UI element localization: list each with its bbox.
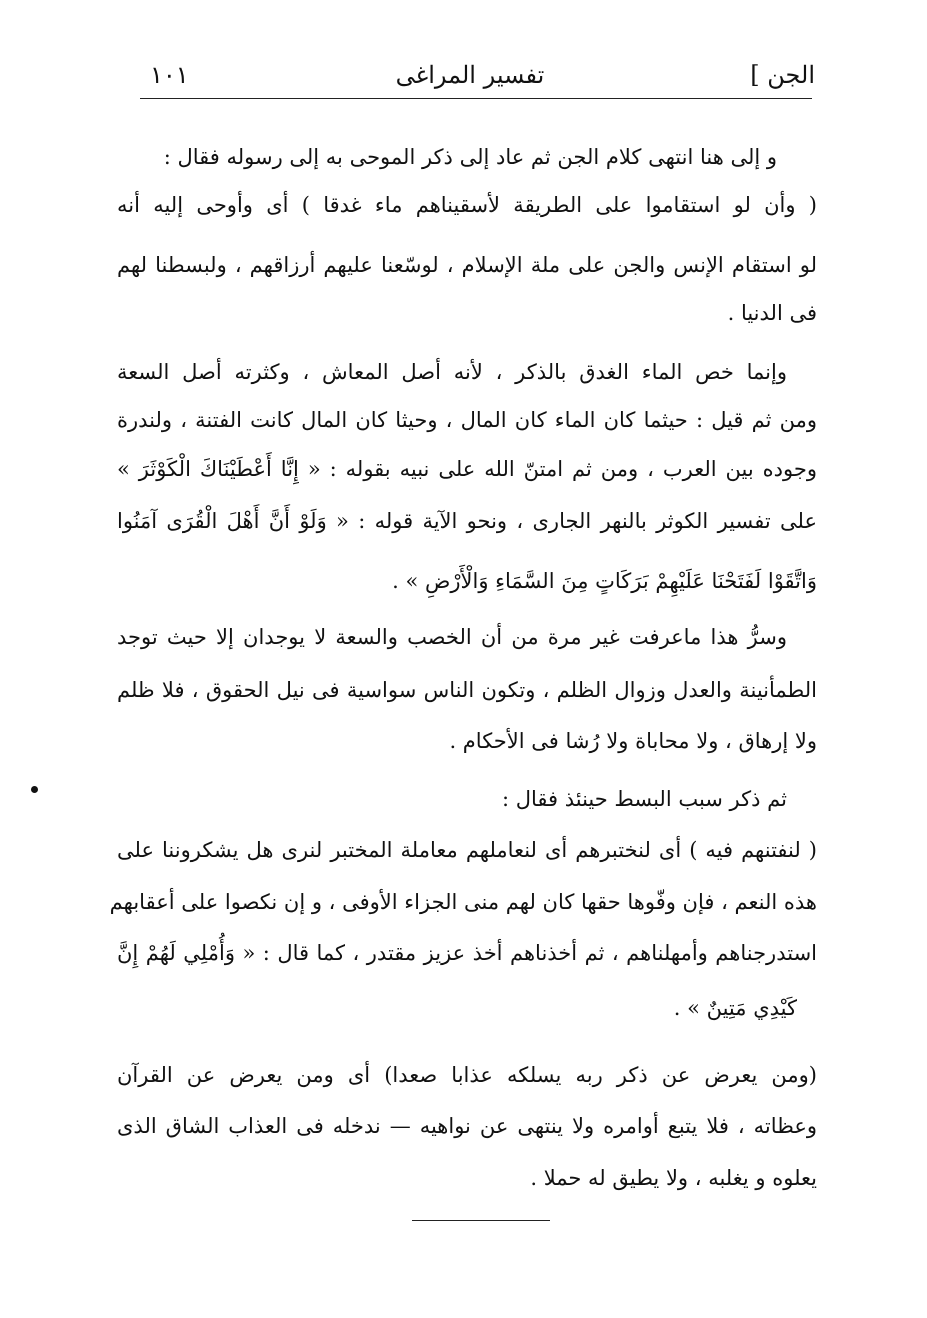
text-line: ( وأن لو استقاموا على الطريقة لأسقيناهم ماء غدقا ) أى وأوحى إليه أنه — [117, 193, 817, 217]
text-line: استدرجناهم وأمهلناهم ، ثم أخذناهم أخذ عزيز مقتدر ، كما قال : « وَأُمْلِي لَهُمْ إِنَّ — [117, 941, 817, 965]
text-line: (ومن يعرض عن ذكر ربه يسلكه عذابا صعدا) أى ومن يعرض عن القرآن — [117, 1063, 817, 1087]
surah-name: الجن ] — [750, 61, 815, 89]
text-line: الطمأنينة والعدل وزوال الظلم ، وتكون الناس سواسية فى نيل الحقوق ، فلا ظلم — [117, 678, 817, 702]
footnote-rule — [412, 1220, 550, 1221]
text-line: ولا إرهاق ، ولا محاباة ولا رُشا فى الأحكام . — [449, 729, 817, 753]
header-rule — [140, 98, 812, 99]
text-line: ثم ذكر سبب البسط حينئذ فقال : — [501, 787, 787, 811]
text-line: و إلى هنا انتهى كلام الجن ثم عاد إلى ذكر الموحى به إلى رسوله فقال : — [163, 145, 777, 169]
text-line: ومن ثم قيل : حيثما كان الماء كان المال ، وحيثا كان المال كانت الفتنة ، ولندرة — [117, 408, 817, 432]
text-line: يعلوه و يغلبه ، ولا يطيق له حملا . — [530, 1166, 817, 1190]
text-line: على تفسير الكوثر بالنهر الجارى ، ونحو الآية قوله : « وَلَوْ أَنَّ أَهْلَ الْقُرَى آمَنُوا — [117, 509, 817, 533]
text-line: وعظاته ، فلا يتبع أوامره ولا ينتهى عن نواهيه — ندخله فى العذاب الشاق الذى — [117, 1114, 817, 1138]
text-line: وإنما خص الماء الغدق بالذكر ، لأنه أصل المعاش ، وكثرته أصل السعة — [117, 360, 787, 384]
text-line: كَيْدِي مَتِينٌ » . — [673, 996, 797, 1020]
text-line: فى الدنيا . — [727, 301, 817, 325]
page-number: ١٠١ — [150, 61, 189, 89]
book-title: تفسير المراغى — [395, 61, 545, 89]
text-line: ( لنفتنهم فيه ) أى لنختبرهم أى لنعاملهم معاملة المختبر لنرى هل يشكروننا على — [117, 838, 817, 862]
text-line: لو استقام الإنس والجن على ملة الإسلام ، لوسّعنا عليهم أرزاقهم ، ولبسطنا لهم — [117, 253, 817, 277]
text-line: هذه النعم ، فإن وفّوها حقها كان لهم منى الجزاء الأوفى ، و إن نكصوا على أعقابهم — [109, 890, 817, 914]
text-line: وجوده بين العرب ، ومن ثم امتنّ الله على نبيه بقوله : « إِنَّا أَعْطَيْنَاكَ الْكَوْثَرَ » — [117, 457, 817, 481]
margin-speck — [31, 786, 38, 793]
text-line: وسرُّ هذا ماعرفت غير مرة من أن الخصب والسعة لا يوجدان إلا حيث توجد — [117, 625, 787, 649]
text-line: وَاتَّقَوْا لَفَتَحْنَا عَلَيْهِمْ بَرَكَاتٍ مِنَ السَّمَاءِ وَالْأَرْضِ » . — [392, 569, 817, 593]
